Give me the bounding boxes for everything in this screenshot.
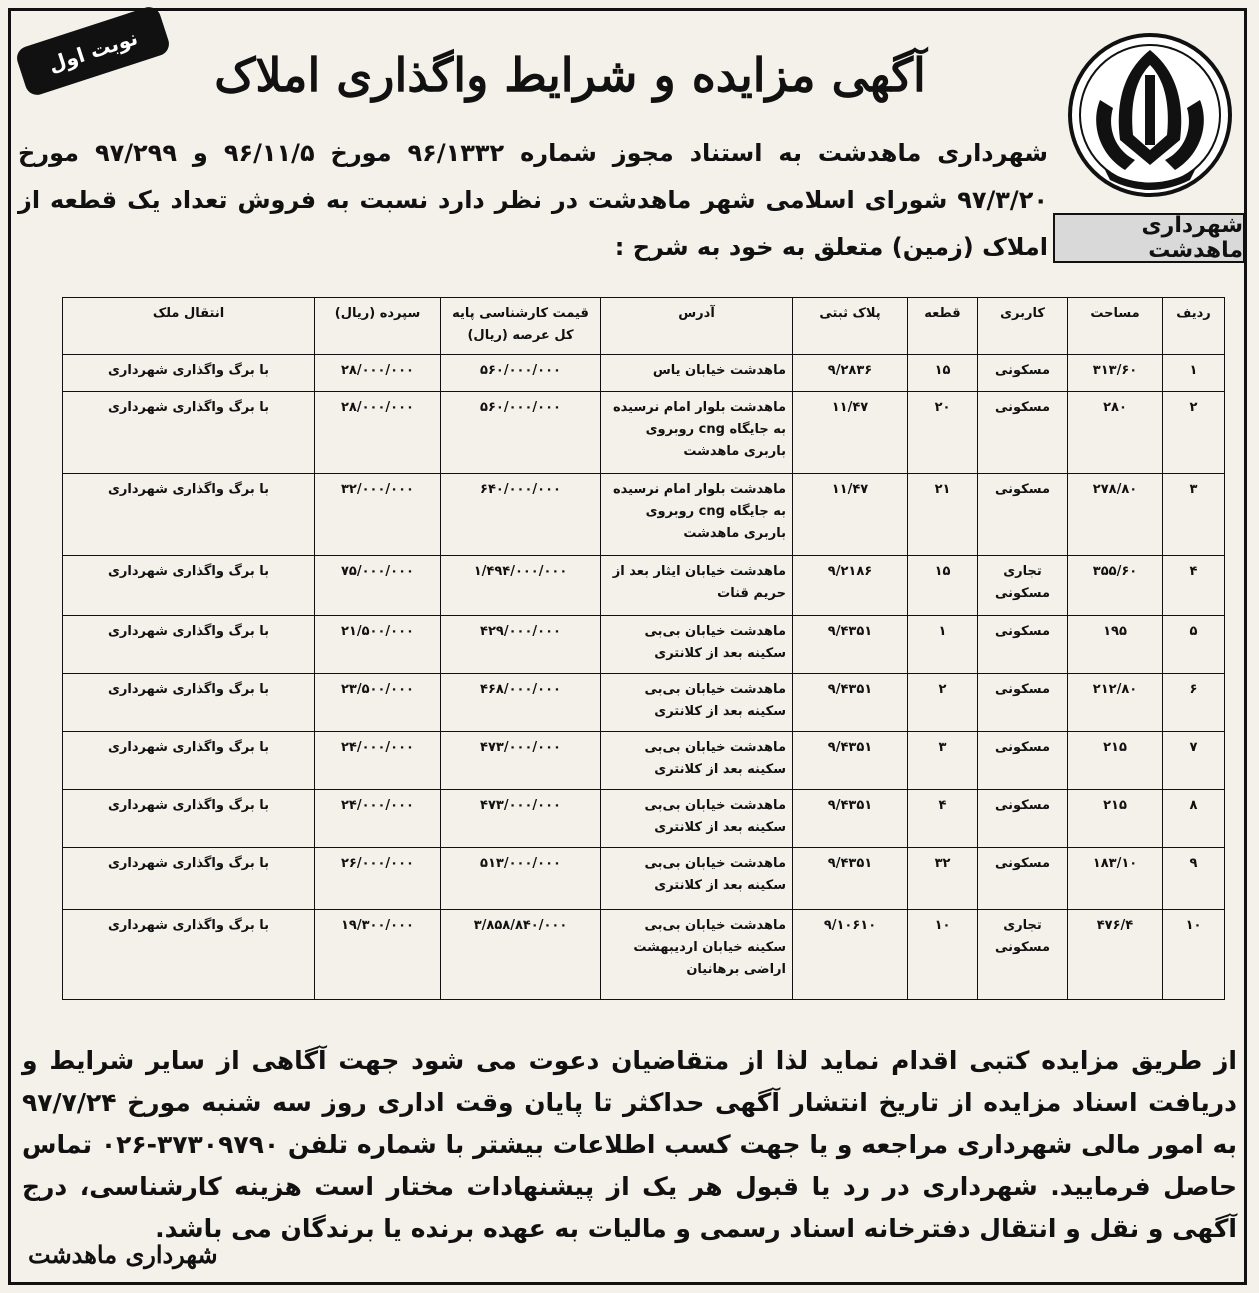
- cell-pelak: ۱۱/۴۷: [793, 474, 908, 556]
- cell-address: ماهدشت خیابان بی‌بی سکینه خیابان اردیبهشت اراضی برهانیان: [601, 910, 793, 1000]
- table-row: [63, 392, 1225, 474]
- cell-ghete: ۱۰: [908, 910, 978, 1000]
- cell-ghete: ۲۰: [908, 392, 978, 474]
- header-sepordeh: سپرده (ریال): [315, 298, 441, 355]
- cell-masahat: ۲۱۵: [1068, 732, 1163, 790]
- cell-masahat: ۴۷۶/۴: [1068, 910, 1163, 1000]
- cell-pelak: ۹/۲۸۳۶: [793, 355, 908, 392]
- cell-radif: ۶: [1163, 674, 1225, 732]
- table-row: [63, 616, 1225, 674]
- cell-ghete: ۳۲: [908, 848, 978, 910]
- cell-radif: ۵: [1163, 616, 1225, 674]
- cell-pelak: ۹/۴۳۵۱: [793, 674, 908, 732]
- cell-price: ۵۶۰/۰۰۰/۰۰۰: [441, 355, 601, 392]
- cell-ghete: ۲۱: [908, 474, 978, 556]
- cell-enteghal: با برگ واگذاری شهرداری: [63, 790, 315, 848]
- cell-address: ماهدشت خیابان بی‌بی سکینه بعد از کلانتری: [601, 790, 793, 848]
- cell-radif: ۷: [1163, 732, 1225, 790]
- cell-pelak: ۹/۴۳۵۱: [793, 732, 908, 790]
- cell-radif: ۲: [1163, 392, 1225, 474]
- header-price: قیمت کارشناسی پایه کل عرصه (ریال): [441, 298, 601, 355]
- cell-ghete: ۲: [908, 674, 978, 732]
- cell-masahat: ۳۵۵/۶۰: [1068, 556, 1163, 616]
- cell-sepordeh: ۱۹/۳۰۰/۰۰۰: [315, 910, 441, 1000]
- cell-price: ۴۲۹/۰۰۰/۰۰۰: [441, 616, 601, 674]
- header-pelak: پلاک ثبتی: [793, 298, 908, 355]
- table-row: [63, 474, 1225, 556]
- cell-ghete: ۱۵: [908, 556, 978, 616]
- footer-paragraph: از طریق مزایده کتبی اقدام نماید لذا از متقاضیان دعوت می شود جهت آگاهی از سایر شرایط و دریافت اسناد مزایده از تاریخ انتشار آگهی حداکثر تا پایان وقت اداری روز سه شنبه مورخ ۹۷/۷/۲۴ به امور مالی شهرداری مراجعه و یا جهت کسب اطلاعات بیشتر با شماره تلفن ۳۷۳۰۹۷۹۰-۰۲۶ تماس حاصل فرمایید. شهرداری در رد یا قبول هر یک از پیشنهادات مختار است هزینه کارشناسی، درج آگهی و نقل و انتقال دفترخانه اسناد رسمی و مالیات به عهده برنده یا برندگان می باشد.: [22, 1046, 1237, 1243]
- cell-price: ۴۷۳/۰۰۰/۰۰۰: [441, 732, 601, 790]
- page-title: آگهی مزایده و شرایط واگذاری املاک: [214, 48, 926, 102]
- cell-ghete: ۱: [908, 616, 978, 674]
- cell-ghete: ۴: [908, 790, 978, 848]
- header-enteghal: انتقال ملک: [63, 298, 315, 355]
- cell-sepordeh: ۲۴/۰۰۰/۰۰۰: [315, 790, 441, 848]
- publication-round-badge: نوبت اول: [14, 4, 172, 98]
- cell-address: ماهدشت خیابان بی‌بی سکینه بعد از کلانتری: [601, 616, 793, 674]
- cell-pelak: ۹/۴۳۵۱: [793, 616, 908, 674]
- header-ghete: قطعه: [908, 298, 978, 355]
- cell-pelak: ۹/۴۳۵۱: [793, 848, 908, 910]
- cell-pelak: ۹/۲۱۸۶: [793, 556, 908, 616]
- cell-enteghal: با برگ واگذاری شهرداری: [63, 616, 315, 674]
- cell-masahat: ۲۱۲/۸۰: [1068, 674, 1163, 732]
- cell-radif: ۱۰: [1163, 910, 1225, 1000]
- cell-sepordeh: ۳۲/۰۰۰/۰۰۰: [315, 474, 441, 556]
- cell-sepordeh: ۲۳/۵۰۰/۰۰۰: [315, 674, 441, 732]
- cell-address: ماهدشت بلوار امام نرسیده به جایگاه cng روبروی باربری ماهدشت: [601, 392, 793, 474]
- cell-karbari: مسکونی: [978, 674, 1068, 732]
- municipality-logo: [1055, 20, 1245, 210]
- cell-masahat: ۳۱۳/۶۰: [1068, 355, 1163, 392]
- cell-address: ماهدشت خیابان بی‌بی سکینه بعد از کلانتری: [601, 674, 793, 732]
- emblem-icon: [1065, 30, 1235, 200]
- table-row: [63, 732, 1225, 790]
- cell-karbari: مسکونی: [978, 474, 1068, 556]
- cell-address: ماهدشت خیابان ایثار بعد از حریم قنات: [601, 556, 793, 616]
- cell-price: ۵۱۳/۰۰۰/۰۰۰: [441, 848, 601, 910]
- signature: شهرداری ماهدشت: [28, 1240, 218, 1269]
- cell-masahat: ۲۱۵: [1068, 790, 1163, 848]
- cell-masahat: ۱۸۳/۱۰: [1068, 848, 1163, 910]
- cell-sepordeh: ۲۸/۰۰۰/۰۰۰: [315, 355, 441, 392]
- cell-enteghal: با برگ واگذاری شهرداری: [63, 392, 315, 474]
- cell-sepordeh: ۲۸/۰۰۰/۰۰۰: [315, 392, 441, 474]
- table-row: [63, 556, 1225, 616]
- table-row: [63, 848, 1225, 910]
- cell-address: ماهدشت خیابان بی‌بی سکینه بعد از کلانتری: [601, 848, 793, 910]
- cell-sepordeh: ۲۱/۵۰۰/۰۰۰: [315, 616, 441, 674]
- table-row: [63, 910, 1225, 1000]
- table-row: [63, 790, 1225, 848]
- cell-price: ۴۶۸/۰۰۰/۰۰۰: [441, 674, 601, 732]
- header-karbari: کاربری: [978, 298, 1068, 355]
- cell-address: ماهدشت بلوار امام نرسیده به جایگاه cng روبروی باربری ماهدشت: [601, 474, 793, 556]
- cell-karbari: مسکونی: [978, 616, 1068, 674]
- cell-radif: ۴: [1163, 556, 1225, 616]
- cell-enteghal: با برگ واگذاری شهرداری: [63, 355, 315, 392]
- cell-enteghal: با برگ واگذاری شهرداری: [63, 674, 315, 732]
- cell-radif: ۳: [1163, 474, 1225, 556]
- table-row: [63, 355, 1225, 392]
- cell-karbari: مسکونی: [978, 392, 1068, 474]
- cell-karbari: مسکونی: [978, 790, 1068, 848]
- cell-price: ۴۷۳/۰۰۰/۰۰۰: [441, 790, 601, 848]
- cell-sepordeh: ۷۵/۰۰۰/۰۰۰: [315, 556, 441, 616]
- cell-enteghal: با برگ واگذاری شهرداری: [63, 848, 315, 910]
- cell-ghete: ۱۵: [908, 355, 978, 392]
- table-row: [63, 674, 1225, 732]
- cell-masahat: ۲۸۰: [1068, 392, 1163, 474]
- cell-radif: ۱: [1163, 355, 1225, 392]
- cell-radif: ۸: [1163, 790, 1225, 848]
- cell-price: ۳/۸۵۸/۸۴۰/۰۰۰: [441, 910, 601, 1000]
- cell-enteghal: با برگ واگذاری شهرداری: [63, 474, 315, 556]
- cell-karbari: مسکونی: [978, 848, 1068, 910]
- cell-radif: ۹: [1163, 848, 1225, 910]
- cell-price: ۵۶۰/۰۰۰/۰۰۰: [441, 392, 601, 474]
- cell-sepordeh: ۲۶/۰۰۰/۰۰۰: [315, 848, 441, 910]
- cell-pelak: ۹/۱۰۶۱۰: [793, 910, 908, 1000]
- cell-karbari: مسکونی: [978, 355, 1068, 392]
- cell-price: ۶۴۰/۰۰۰/۰۰۰: [441, 474, 601, 556]
- cell-karbari: تجاری مسکونی: [978, 910, 1068, 1000]
- properties-table: [62, 297, 1225, 1000]
- logo-caption: شهرداری ماهدشت: [1053, 213, 1245, 263]
- header-address: آدرس: [601, 298, 793, 355]
- cell-masahat: ۱۹۵: [1068, 616, 1163, 674]
- intro-paragraph: شهرداری ماهدشت به استناد مجوز شماره ۹۶/۱۳۳۲ مورخ ۹۶/۱۱/۵ و ۹۷/۲۹۹ مورخ ۹۷/۳/۲۰ شورای اسلامی شهر ماهدشت در نظر دارد نسبت به فروش تعداد یک قطعه از املاک (زمین) متعلق به خود به شرح :: [18, 139, 1048, 261]
- table-header-row: [63, 298, 1225, 355]
- cell-karbari: مسکونی: [978, 732, 1068, 790]
- header-radif: ردیف: [1163, 298, 1225, 355]
- cell-enteghal: با برگ واگذاری شهرداری: [63, 556, 315, 616]
- cell-enteghal: با برگ واگذاری شهرداری: [63, 732, 315, 790]
- cell-karbari: تجاری مسکونی: [978, 556, 1068, 616]
- cell-ghete: ۳: [908, 732, 978, 790]
- cell-masahat: ۲۷۸/۸۰: [1068, 474, 1163, 556]
- cell-address: ماهدشت خیابان بی‌بی سکینه بعد از کلانتری: [601, 732, 793, 790]
- cell-enteghal: با برگ واگذاری شهرداری: [63, 910, 315, 1000]
- cell-address: ماهدشت خیابان یاس: [601, 355, 793, 392]
- cell-pelak: ۱۱/۴۷: [793, 392, 908, 474]
- header-masahat: مساحت: [1068, 298, 1163, 355]
- cell-sepordeh: ۲۴/۰۰۰/۰۰۰: [315, 732, 441, 790]
- cell-price: ۱/۴۹۴/۰۰۰/۰۰۰: [441, 556, 601, 616]
- cell-pelak: ۹/۴۳۵۱: [793, 790, 908, 848]
